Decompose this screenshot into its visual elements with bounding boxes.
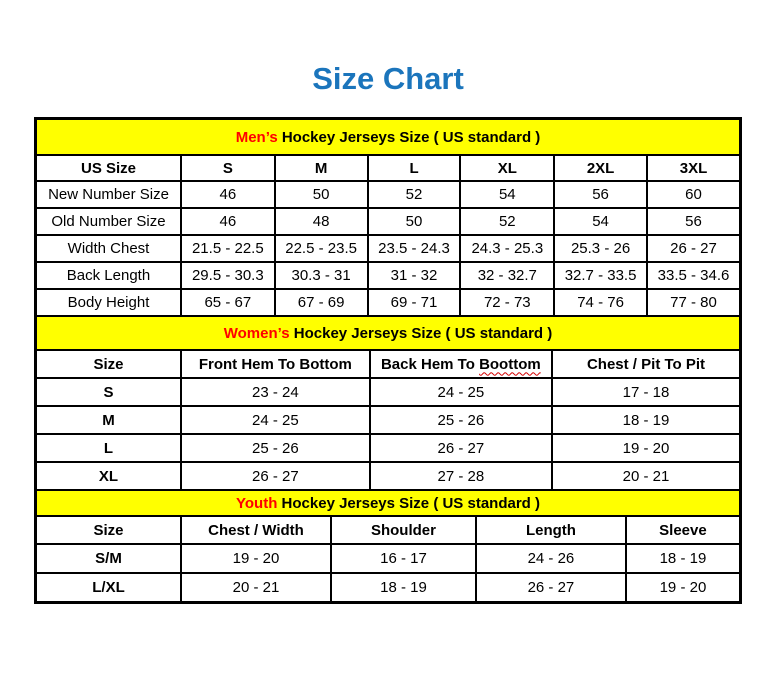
womens-value-cell: 27 - 28 [370,462,552,490]
mens-row-label-cell: Old Number Size [36,208,181,235]
womens-header-text: Back Hem To [380,355,480,373]
youth-table-row [36,573,740,602]
youth-value-cell: 19 - 20 [626,573,740,602]
womens-value-cell: 20 - 21 [552,462,740,490]
mens-table-row [36,208,740,235]
mens-value-cell: 56 [647,208,740,235]
womens-value-cell: 18 - 19 [552,406,740,434]
mens-value-cell: 29.5 - 30.3 [181,262,275,289]
womens-value-cell: 24 - 25 [370,378,552,406]
youth-band-accent: Youth [236,494,278,512]
youth-value-cell: 18 - 19 [626,544,740,573]
mens-value-cell: 24.3 - 25.3 [460,235,554,262]
mens-value-cell: 22.5 - 23.5 [275,235,368,262]
mens-row-label-cell: Back Length [36,262,181,289]
womens-row-label-cell: L [36,434,181,462]
womens-band-rest: Hockey Jerseys Size ( US standard ) [289,324,553,342]
mens-header-cell: M [275,155,368,181]
womens-value-cell: 19 - 20 [552,434,740,462]
mens-header-row [36,155,740,181]
mens-header-cell: 3XL [647,155,740,181]
mens-row-label-cell: New Number Size [36,181,181,208]
mens-row-label-cell: Body Height [36,289,181,316]
mens-table-row [36,289,740,316]
mens-value-cell: 52 [460,208,554,235]
mens-value-cell: 32 - 32.7 [460,262,554,289]
mens-value-cell: 69 - 71 [368,289,461,316]
womens-value-cell: 17 - 18 [552,378,740,406]
mens-band-title [36,119,740,155]
mens-value-cell: 33.5 - 34.6 [647,262,740,289]
womens-row-label-cell: S [36,378,181,406]
mens-band-accent: Men’s [235,128,278,146]
youth-value-cell: 24 - 26 [476,544,626,573]
womens-band-row [36,316,740,350]
youth-header-cell: Size [36,516,181,544]
womens-header-cell: Size [36,350,181,378]
womens-table-row [36,434,740,462]
mens-value-cell: 23.5 - 24.3 [368,235,461,262]
mens-header-cell: 2XL [554,155,647,181]
youth-value-cell: 26 - 27 [476,573,626,602]
mens-value-cell: 50 [368,208,461,235]
womens-band-title [36,316,740,350]
womens-band-accent: Women’s [223,324,290,342]
womens-value-cell: 25 - 26 [370,406,552,434]
mens-value-cell: 31 - 32 [368,262,461,289]
womens-row-label-cell: XL [36,462,181,490]
youth-row-label-cell: S/M [36,544,181,573]
mens-value-cell: 60 [647,181,740,208]
mens-value-cell: 56 [554,181,647,208]
size-tables-container [34,117,742,604]
youth-table-row [36,544,740,573]
mens-value-cell: 21.5 - 22.5 [181,235,275,262]
mens-value-cell: 30.3 - 31 [275,262,368,289]
womens-value-cell: 26 - 27 [370,434,552,462]
womens-table-row [36,406,740,434]
womens-row-label-cell: M [36,406,181,434]
womens-value-cell: 25 - 26 [181,434,370,462]
youth-value-cell: 18 - 19 [331,573,476,602]
mens-table-row [36,181,740,208]
youth-band-row [36,490,740,516]
youth-header-cell: Length [476,516,626,544]
mens-value-cell: 25.3 - 26 [554,235,647,262]
mens-header-cell: S [181,155,275,181]
page-title: Size Chart [312,61,464,96]
womens-value-cell: 23 - 24 [181,378,370,406]
youth-header-row [36,516,740,544]
womens-table-row [36,378,740,406]
mens-header-cell: US Size [36,155,181,181]
mens-value-cell: 52 [368,181,461,208]
mens-value-cell: 72 - 73 [460,289,554,316]
mens-row-label-cell: Width Chest [36,235,181,262]
mens-value-cell: 26 - 27 [647,235,740,262]
mens-band-rest: Hockey Jerseys Size ( US standard ) [277,128,541,146]
mens-header-cell: XL [460,155,554,181]
youth-band-title [36,490,740,516]
mens-band-row [36,119,740,155]
youth-size-table [35,489,741,603]
mens-size-table [35,118,741,317]
mens-value-cell: 54 [460,181,554,208]
womens-value-cell: 24 - 25 [181,406,370,434]
youth-value-cell: 20 - 21 [181,573,331,602]
womens-header-cell: Front Hem To Bottom [181,350,370,378]
youth-value-cell: 19 - 20 [181,544,331,573]
mens-value-cell: 67 - 69 [275,289,368,316]
mens-header-cell: L [368,155,461,181]
mens-value-cell: 50 [275,181,368,208]
mens-value-cell: 46 [181,208,275,235]
womens-value-cell: 26 - 27 [181,462,370,490]
womens-header-cell: Chest / Pit To Pit [552,350,740,378]
youth-value-cell: 16 - 17 [331,544,476,573]
womens-header-cell [370,350,552,378]
youth-header-cell: Sleeve [626,516,740,544]
mens-table-row [36,262,740,289]
youth-header-cell: Chest / Width [181,516,331,544]
mens-value-cell: 46 [181,181,275,208]
mens-value-cell: 48 [275,208,368,235]
womens-table-row [36,462,740,490]
mens-value-cell: 77 - 80 [647,289,740,316]
mens-value-cell: 32.7 - 33.5 [554,262,647,289]
youth-header-cell: Shoulder [331,516,476,544]
youth-row-label-cell: L/XL [36,573,181,602]
youth-band-rest: Hockey Jerseys Size ( US standard ) [277,494,540,512]
mens-value-cell: 65 - 67 [181,289,275,316]
womens-size-table [35,315,741,491]
mens-value-cell: 54 [554,208,647,235]
womens-header-row [36,350,740,378]
mens-value-cell: 74 - 76 [554,289,647,316]
mens-table-row [36,235,740,262]
womens-misspelled-word: Boottom [479,355,541,373]
